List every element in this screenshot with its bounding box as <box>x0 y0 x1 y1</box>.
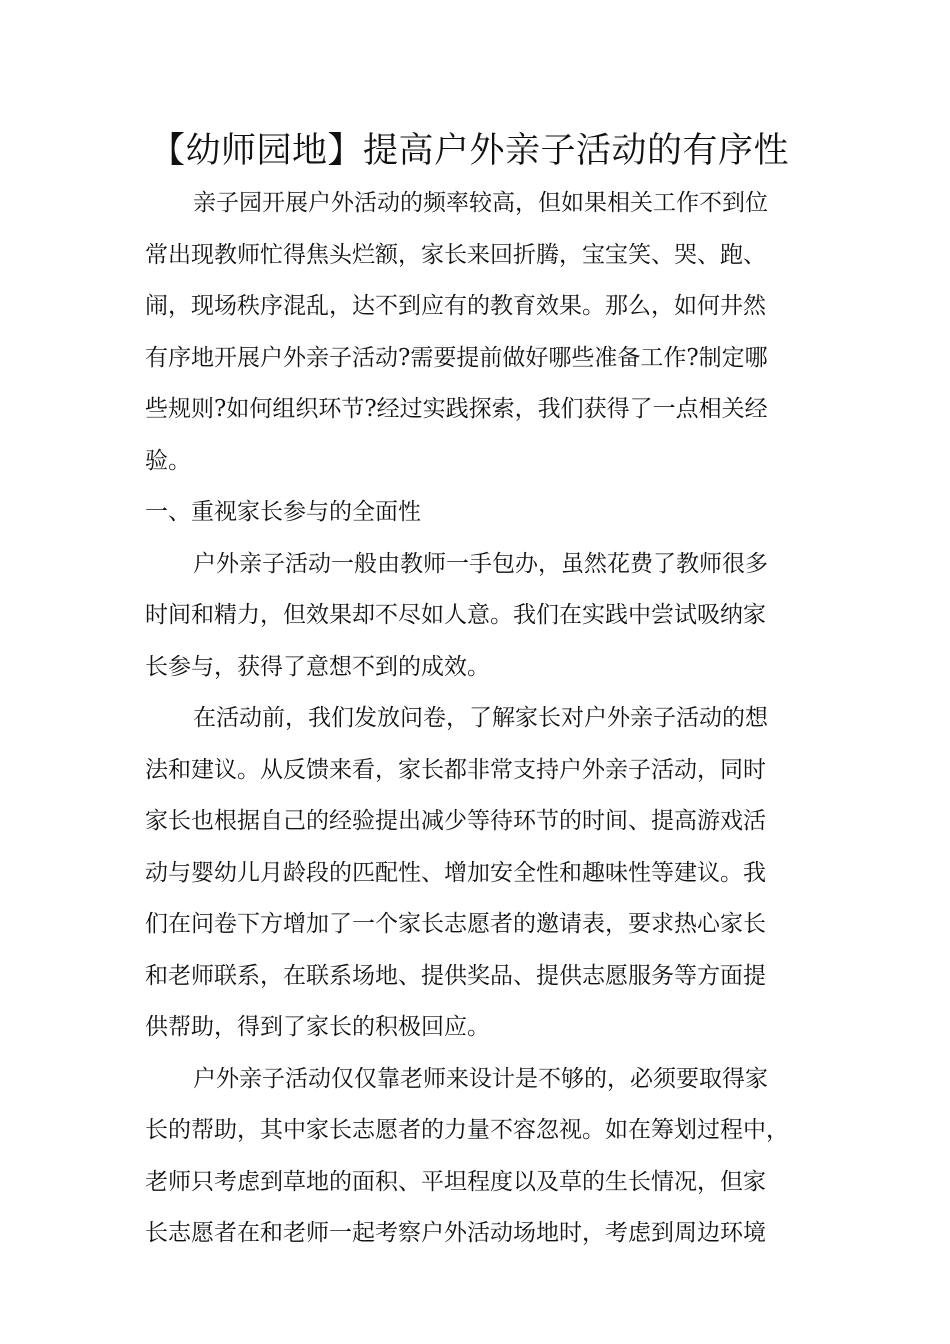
section-heading: 一、重视家长参与的全面性 <box>145 499 421 525</box>
document-title: 【幼师园地】提高户外亲子活动的有序性 <box>150 131 790 171</box>
body-line: 长参与，获得了意想不到的成效。 <box>145 653 490 680</box>
body-line: 些规则?如何组织环节?经过实践探索，我们获得了一点相关经 <box>145 396 768 422</box>
body-line: 长志愿者在和老师一起考察户外活动场地时，考虑到周边环境 <box>145 1220 766 1246</box>
body-line: 亲子园开展户外活动的频率较高，但如果相关工作不到位 <box>193 190 768 216</box>
body-line: 验。 <box>145 447 191 474</box>
body-line: 老师只考虑到草地的面积、平坦程度以及草的生长情况，但家 <box>145 1168 766 1195</box>
body-line: 和老师联系，在联系场地、提供奖品、提供志愿服务等方面提 <box>145 962 766 989</box>
body-line: 在活动前，我们发放问卷，了解家长对户外亲子活动的想 <box>193 705 768 731</box>
body-line: 时间和精力，但效果却不尽如人意。我们在实践中尝试吸纳家 <box>145 602 766 628</box>
body-line: 长的帮助，其中家长志愿者的力量不容忽视。如在筹划过程中， <box>145 1117 789 1143</box>
body-line: 们在问卷下方增加了一个家长志愿者的邀请表，要求热心家长 <box>145 911 766 937</box>
body-line: 家长也根据自己的经验提出减少等待环节的时间、提高游戏活 <box>145 808 766 834</box>
body-line: 闹，现场秩序混乱，达不到应有的教育效果。那么，如何井然 <box>145 293 766 319</box>
body-line: 供帮助，得到了家长的积极回应。 <box>145 1014 490 1040</box>
document-body <box>145 178 825 1260</box>
body-line: 户外亲子活动仅仅靠老师来设计是不够的，必须要取得家 <box>193 1065 768 1092</box>
body-line: 户外亲子活动一般由教师一手包办，虽然花费了教师很多 <box>193 550 768 577</box>
body-line: 法和建议。从反馈来看，家长都非常支持户外亲子活动，同时 <box>145 756 766 783</box>
body-line: 动与婴幼儿月龄段的匹配性、增加安全性和趣味性等建议。我 <box>145 859 766 886</box>
body-line: 常出现教师忙得焦头烂额，家长来回折腾，宝宝笑、哭、跑、 <box>145 241 766 268</box>
body-line: 有序地开展户外亲子活动?需要提前做好哪些准备工作?制定哪 <box>145 344 768 371</box>
